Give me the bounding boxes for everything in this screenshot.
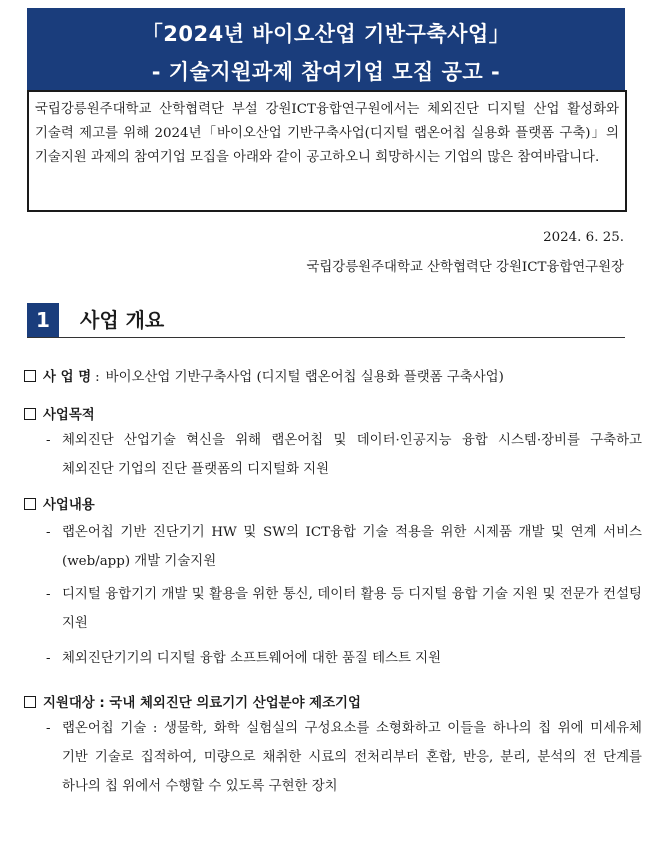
content-bullet-3 bbox=[46, 644, 642, 673]
document-title: 「2024년 바이오산업 기반구축사업」 bbox=[141, 22, 511, 46]
section-title: 사업 개요 bbox=[80, 308, 165, 332]
project-name-colon: : bbox=[95, 370, 100, 385]
dash-icon: - bbox=[46, 587, 51, 602]
document-subtitle: - 기술지원과제 참여기업 모집 공고 - bbox=[151, 60, 501, 84]
dash-icon: - bbox=[46, 433, 51, 448]
intro-text: 국립강릉원주대학교 산학협력단 부설 강원ICT융합연구원에서는 체외진단 디지털 산업 활성화와 기술력 제고를 위해 2024년「바이오산업 기반구축사업(디지털 랩온어칩 실용화 플랫폼 구축)」의 기술지원 과제의 참여기업 모집을 아래와 같이 공고하오니 희망하시는 기업의 많은 참여바랍니다. bbox=[35, 102, 619, 165]
intro-box bbox=[27, 90, 627, 212]
content-bullet-2 bbox=[46, 580, 642, 638]
dash-icon: - bbox=[46, 525, 51, 540]
target-bullet-text: 랩온어칩 기술 : 생물학, 화학 실험실의 구성요소를 소형화하고 이들을 하나의 칩 위에 미세유체 기반 기술로 집적하여, 미량으로 채취한 시료의 전처리부터 혼합, 반응, 분리, 분석의 전 단계를 하나의 칩 위에서 수행할 수 있도록 구현한 장치 bbox=[62, 721, 642, 794]
project-name-value: 바이오산업 기반구축사업 (디지털 랩온어칩 실용화 플랫폼 구축사업) bbox=[105, 370, 504, 385]
target-bullet bbox=[46, 714, 642, 801]
project-name-item bbox=[24, 366, 504, 385]
empty-square-icon bbox=[24, 370, 36, 382]
content-bullet-text: 디지털 융합기기 개발 및 활용을 위한 통신, 데이터 활용 등 디지털 융합 기술 지원 및 전문가 컨설팅 지원 bbox=[62, 587, 642, 631]
purpose-label: 사업목적 bbox=[43, 408, 95, 423]
content-heading bbox=[24, 494, 95, 513]
purpose-bullet-text: 체외진단 산업기술 혁신을 위해 랩온어칩 및 데이터·인공지능 융합 시스템·장비를 구축하고 체외진단 기업의 진단 플랫폼의 디지털화 지원 bbox=[62, 433, 642, 477]
empty-square-icon bbox=[24, 498, 36, 510]
target-heading bbox=[24, 692, 361, 711]
content-bullet-1 bbox=[46, 518, 642, 576]
title-banner bbox=[27, 8, 625, 90]
issuer-name: 국립강릉원주대학교 산학협력단 강원ICT융합연구원장 bbox=[306, 260, 624, 275]
announcement-date: 2024. 6. 25. bbox=[543, 230, 624, 245]
dash-icon: - bbox=[46, 651, 51, 666]
purpose-bullet bbox=[46, 426, 642, 484]
section-divider bbox=[27, 337, 625, 338]
empty-square-icon bbox=[24, 408, 36, 420]
content-label: 사업내용 bbox=[43, 498, 95, 513]
content-bullet-text: 랩온어칩 기반 진단기기 HW 및 SW의 ICT융합 기술 적용을 위한 시제품 개발 및 연계 서비스(web/app) 개발 기술지원 bbox=[62, 525, 642, 569]
section-number-badge: 1 bbox=[27, 303, 59, 337]
dash-icon: - bbox=[46, 721, 51, 736]
target-label: 지원대상 : 국내 체외진단 의료기기 산업분야 제조기업 bbox=[43, 696, 361, 711]
purpose-heading bbox=[24, 404, 95, 423]
project-name-label: 사 업 명 bbox=[43, 370, 92, 385]
content-bullet-text: 체외진단기기의 디지털 융합 소프트웨어에 대한 품질 테스트 지원 bbox=[62, 651, 442, 666]
empty-square-icon bbox=[24, 696, 36, 708]
